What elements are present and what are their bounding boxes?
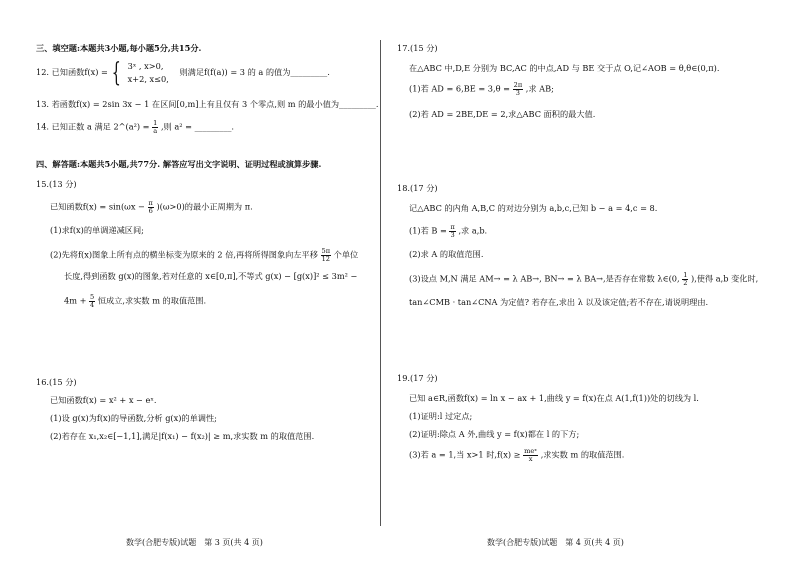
- right-page: [383, 0, 800, 579]
- page-footer-right: 数学(合肥专版)试题 第 4 页(共 4 页): [487, 538, 624, 547]
- q17-l2-a: (1)若 AD = 6,BE = 3,θ =: [409, 83, 511, 94]
- q15-line1: [50, 200, 253, 215]
- q18-l2-frac-num: π: [450, 223, 455, 231]
- q15-l5-frac-num: 5: [90, 293, 95, 301]
- q18-l4-b: ),使得 a,b 变化时,: [691, 273, 759, 284]
- q14-prefix: 14. 已知正数 a 满足 2^(a²) =: [36, 121, 150, 132]
- q15-l3-frac-num: 5π: [321, 247, 331, 255]
- q12-case2: x+2, x≤0,: [127, 74, 169, 84]
- brace-symbol: {: [112, 58, 122, 88]
- q16-line1: 已知函数f(x) = x² + x − eˣ.: [50, 395, 157, 405]
- q19-l4-a: (3)若 a = 1,当 x>1 时,f(x) ≥: [409, 449, 521, 460]
- q19-line4: [409, 448, 624, 463]
- q15-l3-a: (2)先将f(x)图象上所有点的横坐标变为原来的 2 倍,再将所得图象向左平移: [50, 249, 318, 260]
- q16-line3: (2)若存在 x₁,x₂∈[−1,1],满足|f(x₁) − f(x₂)| ≥ m,求实数 m 的取值范围.: [50, 431, 315, 441]
- q17-l2-fraction: [513, 82, 524, 97]
- q12-suffix: 则满足f(f(a)) = 3 的 a 的值为_________.: [179, 67, 330, 77]
- q16-title: 16.(15 分): [36, 377, 77, 387]
- q17-l2-b: ,求 AB;: [525, 83, 554, 94]
- q18-l2-a: (1)若 B =: [409, 225, 447, 236]
- q15-l1-frac-den: 6: [148, 207, 153, 215]
- q19-l4-b: ,求实数 m 的取值范围.: [540, 449, 625, 460]
- q15-l3-frac-den: 12: [321, 255, 330, 263]
- q17-l2-frac-den: 3: [515, 89, 520, 97]
- page-footer-left: 数学(合肥专版)试题 第 3 页(共 4 页): [126, 538, 263, 547]
- q18-l2-frac-den: 3: [450, 231, 455, 239]
- q17-line2: [409, 82, 554, 97]
- q15-title: 15.(13 分): [36, 179, 77, 189]
- q17-line1: 在△ABC 中,D,E 分别为 BC,AC 的中点,AD 与 BE 交于点 O,记∠AOB = θ,θ∈(0,π).: [409, 63, 720, 73]
- q12-piecewise: [128, 60, 169, 86]
- q15-line3: [50, 248, 358, 263]
- q18-line2: [409, 224, 487, 239]
- q12-prefix: 12. 已知函数f(x) =: [36, 67, 108, 77]
- q17-line3: (2)若 AD = 2BE,DE = 2,求△ABC 面积的最大值.: [409, 109, 596, 119]
- q15-l5-b: 恒成立,求实数 m 的取值范围.: [97, 295, 207, 306]
- q18-l2-b: ,求 a,b.: [458, 225, 488, 236]
- q15-line5: [64, 294, 206, 309]
- q14-suffix: ,则 a² = _________.: [160, 121, 235, 132]
- q15-l3-b: 个单位: [333, 249, 359, 260]
- q18-l4-a: (3)设点 M,N 满足 AM→ = λ AB→, BN→ = λ BA→,是否存在常数 λ∈(0,: [409, 273, 680, 284]
- q19-line2: (1)证明:l 过定点;: [409, 411, 473, 421]
- section4-header: 四、解答题:本题共5小题,共77分. 解答应写出文字说明、证明过程或演算步骤.: [36, 159, 322, 169]
- q15-line4: 长度,得到函数 g(x)的图象,若对任意的 x∈[0,π],不等式 g(x) − [g(x)]² ≤ 3m² −: [64, 271, 358, 281]
- q18-line5: tan∠CMB · tan∠CNA 为定值? 若存在,求出 λ 以及该定值;若不存在,请说明理由.: [409, 297, 709, 307]
- q18-l4-frac-num: 1: [683, 271, 688, 279]
- q15-l1-a: 已知函数f(x) = sin(ωx −: [50, 201, 145, 212]
- q14-fraction: [152, 120, 158, 135]
- q17-l2-frac-num: 2π: [513, 81, 523, 89]
- left-page: [0, 0, 379, 579]
- q19-title: 19.(17 分): [397, 373, 438, 383]
- q18-line4: [409, 272, 758, 287]
- q18-line1: 记△ABC 的内角 A,B,C 的对边分别为 a,b,c,已知 b − a = 4,c = 8.: [409, 203, 658, 213]
- q17-title: 17.(15 分): [397, 43, 438, 53]
- q19-line3: (2)证明:除点 A 外,曲线 y = f(x)都在 l 的下方;: [409, 429, 580, 439]
- q18-l2-fraction: [449, 224, 455, 239]
- q15-l1-fraction: [148, 200, 154, 215]
- q15-l5-fraction: [89, 294, 95, 309]
- q19-l4-frac-den: x: [528, 455, 533, 463]
- page-divider: [380, 40, 381, 526]
- q19-line1: 已知 a∈R,函数f(x) = ln x − ax + 1,曲线 y = f(x)在点 A(1,f(1))处的切线为 l.: [409, 393, 699, 403]
- q16-line2: (1)设 g(x)为f(x)的导函数,分析 g(x)的单调性;: [50, 413, 217, 423]
- q19-l4-frac-num: meˣ: [524, 447, 538, 455]
- q15-l1-frac-num: π: [148, 199, 153, 207]
- q18-l4-fraction: [682, 272, 688, 287]
- q12-case1: 3ˣ , x>0,: [127, 61, 164, 71]
- q18-line3: (2)求 A 的取值范围.: [409, 249, 484, 259]
- q19-l4-fraction: [523, 448, 538, 463]
- question-12: [36, 60, 330, 86]
- question-14: [36, 120, 234, 135]
- q15-l5-a: 4m +: [64, 295, 87, 306]
- q14-frac-den: a: [153, 127, 158, 135]
- section3-header: 三、填空题:本题共3小题,每小题5分,共15分.: [36, 43, 202, 53]
- q15-l1-b: )(ω>0)的最小正周期为 π.: [156, 201, 253, 212]
- q18-title: 18.(17 分): [397, 183, 438, 193]
- q14-frac-num: 1: [153, 119, 158, 127]
- q15-l5-frac-den: 4: [90, 301, 95, 309]
- question-13: 13. 若函数f(x) = 2sin 3x − 1 在区间[0,m]上有且仅有 3 个零点,则 m 的最小值为_________.: [36, 99, 379, 109]
- q15-line2: (1)求f(x)的单调递减区间;: [50, 225, 144, 235]
- q15-l3-fraction: [321, 248, 332, 263]
- q18-l4-frac-den: 2: [683, 279, 688, 287]
